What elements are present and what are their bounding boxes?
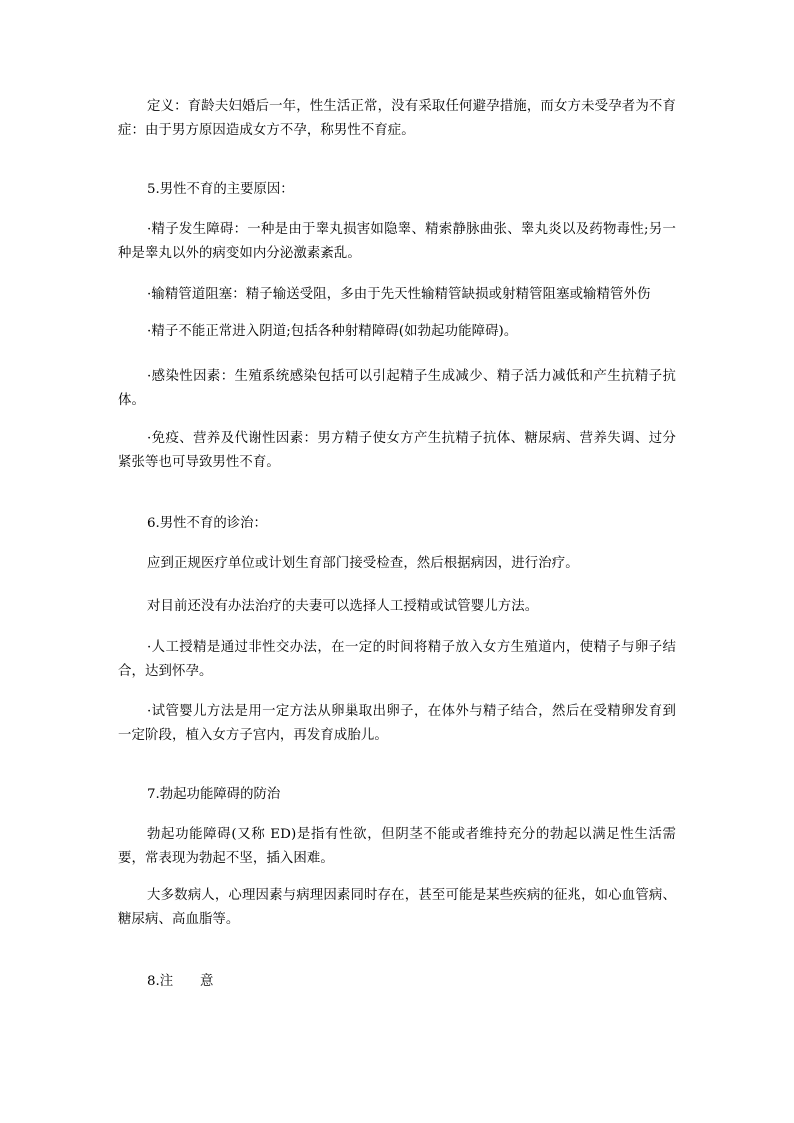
section-5-item-5: ·免疫、营养及代谢性因素：男方精子使女方产生抗精子抗体、糖尿病、营养失调、过分紧张等也可导致男性不育。 <box>118 431 676 470</box>
section-5-heading: 5.男性不育的主要原因： <box>147 182 294 197</box>
section-5-item-2: ·输精管道阻塞：精子输送受阻，多由于先天性输精管缺损或射精管阻塞或输精管外伤 <box>147 287 651 302</box>
definition-paragraph: 定义：育龄夫妇婚后一年，性生活正常，没有采取任何避孕措施，而女方未受孕者为不育症：由于男方原因造成女方不孕，称男性不育症。 <box>118 99 676 138</box>
section-8-heading: 8.注 意 <box>147 974 214 989</box>
section-7-heading: 7.勃起功能障碍的防治 <box>147 787 281 802</box>
section-5-item-3: ·精子不能正常进入阴道;包括各种射精障碍(如勃起功能障碍)。 <box>147 324 518 339</box>
section-5-item-1: ·精子发生障碍：一种是由于睾丸损害如隐睾、精索静脉曲张、睾丸炎以及药物毒性;另一种是睾丸以外的病变如内分泌激素紊乱。 <box>118 222 676 261</box>
section-6-item-2: 对目前还没有办法治疗的夫妻可以选择人工授精或试管婴儿方法。 <box>147 599 539 614</box>
section-7-item-2: 大多数病人，心理因素与病理因素同时存在，甚至可能是某些疾病的征兆，如心血管病、糖尿病、高血脂等。 <box>118 888 676 927</box>
section-6-item-3: ·人工授精是通过非性交办法，在一定的时间将精子放入女方生殖道内，使精子与卵子结合，达到怀孕。 <box>118 640 676 679</box>
section-5-item-4: ·感染性因素：生殖系统感染包括可以引起精子生成减少、精子活力减低和产生抗精子抗体。 <box>118 369 676 408</box>
section-6-heading: 6.男性不育的诊治： <box>147 516 267 531</box>
section-6-item-1: 应到正规医疗单位或计划生育部门接受检查，然后根据病因，进行治疗。 <box>147 556 579 571</box>
section-7-item-1: 勃起功能障碍(又称 ED)是指有性欲，但阴茎不能或者维持充分的勃起以满足性生活需要，常表现为勃起不坚，插入困难。 <box>118 827 676 866</box>
section-6-item-4: ·试管婴儿方法是用一定方法从卵巢取出卵子，在体外与精子结合，然后在受精卵发育到一定阶段，植入女方子宫内，再发育成胎儿。 <box>118 704 676 743</box>
